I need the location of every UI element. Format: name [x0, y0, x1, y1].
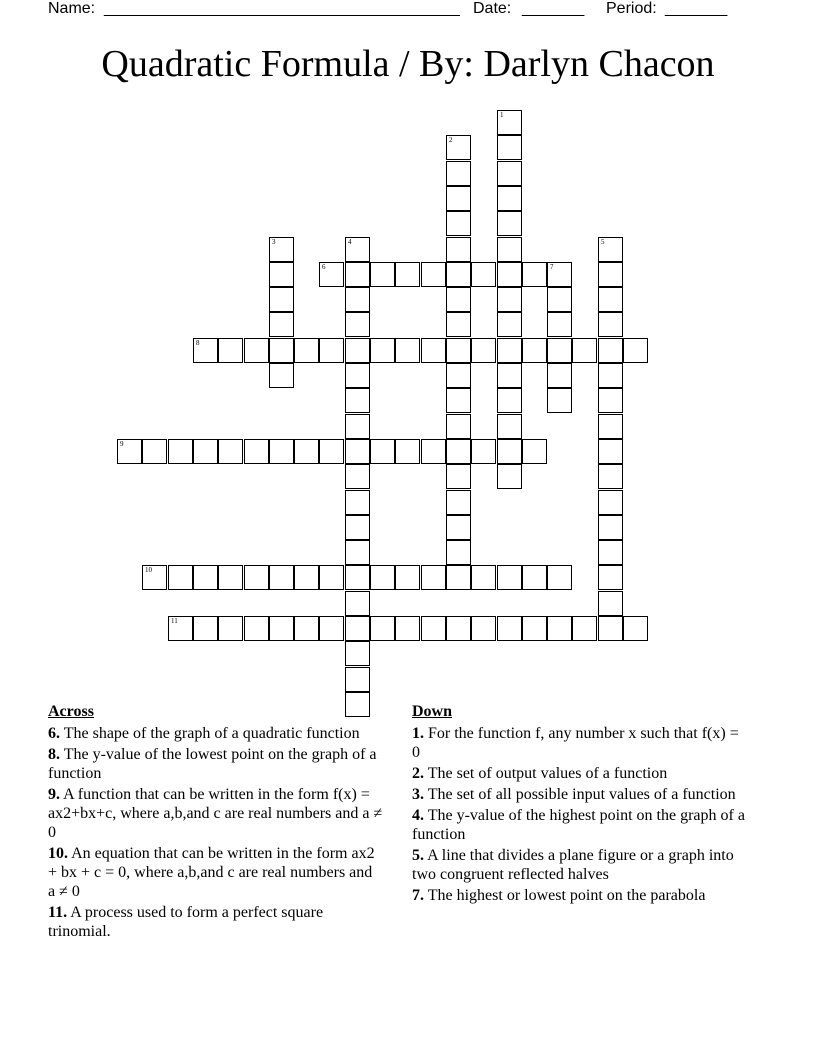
clue-number: 8. — [48, 746, 60, 763]
grid-cell[interactable] — [598, 616, 623, 641]
grid-cell[interactable] — [547, 287, 572, 312]
clue-across-6 — [48, 724, 383, 743]
grid-cell[interactable] — [446, 211, 471, 236]
clue-number-label: 7 — [550, 263, 554, 271]
grid-cell[interactable] — [345, 439, 370, 464]
clue-down-3 — [412, 785, 747, 804]
clue-number-label: 4 — [348, 238, 352, 246]
clue-across-9 — [48, 785, 383, 842]
grid-cell[interactable] — [269, 262, 294, 287]
grid-cell[interactable] — [244, 616, 269, 641]
page-title: Quadratic Formula / By: Darlyn Chacon — [101, 43, 715, 85]
name-field[interactable]: ________________________________________ — [104, 0, 460, 17]
grid-cell[interactable] — [395, 338, 420, 363]
grid-cell[interactable] — [345, 616, 370, 641]
grid-cell[interactable] — [142, 439, 167, 464]
grid-cell[interactable] — [446, 388, 471, 413]
grid-cell[interactable] — [547, 616, 572, 641]
grid-cell[interactable] — [395, 439, 420, 464]
grid-cell[interactable] — [598, 464, 623, 489]
clue-number-label: 11 — [171, 617, 178, 625]
grid-cell[interactable] — [319, 616, 344, 641]
grid-cell[interactable] — [497, 262, 522, 287]
grid-cell[interactable] — [497, 211, 522, 236]
grid-cell[interactable] — [117, 439, 142, 464]
clue-number-label: 3 — [272, 238, 276, 246]
clue-text: The highest or lowest point on the parabola — [427, 887, 706, 904]
clue-number: 5. — [412, 847, 424, 864]
name-label: Name: — [48, 0, 96, 17]
grid-cell[interactable] — [294, 616, 319, 641]
grid-cell[interactable] — [598, 388, 623, 413]
grid-cell[interactable] — [395, 262, 420, 287]
grid-cell[interactable] — [446, 414, 471, 439]
down-heading: Down — [412, 703, 453, 720]
grid-cell[interactable] — [446, 338, 471, 363]
grid-cell[interactable] — [269, 363, 294, 388]
grid-cell[interactable] — [244, 439, 269, 464]
clue-across-11 — [48, 903, 383, 941]
clue-text: The y-value of the lowest point on the graph of a function — [48, 746, 377, 782]
grid-cell[interactable] — [370, 565, 395, 590]
grid-cell[interactable] — [370, 338, 395, 363]
clue-number: 9. — [48, 786, 60, 803]
grid-cell[interactable] — [471, 616, 496, 641]
grid-cell[interactable] — [522, 616, 547, 641]
grid-cell[interactable] — [269, 338, 294, 363]
grid-cell[interactable] — [547, 565, 572, 590]
grid-cell[interactable] — [446, 439, 471, 464]
grid-cell[interactable] — [244, 338, 269, 363]
clue-number: 1. — [412, 725, 424, 742]
grid-cell[interactable] — [497, 110, 522, 135]
grid-cell[interactable] — [598, 591, 623, 616]
grid-cell[interactable] — [497, 439, 522, 464]
grid-cell[interactable] — [547, 363, 572, 388]
grid-cell[interactable] — [345, 363, 370, 388]
grid-cell[interactable] — [218, 616, 243, 641]
clue-text: An equation that can be written in the form ax2 + bx + c = 0, where a,b,and c are real numbers and a ≠ 0 — [48, 845, 375, 900]
grid-cell[interactable] — [345, 515, 370, 540]
clue-number: 6. — [48, 725, 60, 742]
grid-cell[interactable] — [623, 338, 648, 363]
clue-number: 4. — [412, 807, 424, 824]
clue-text: A line that divides a plane figure or a graph into two congruent reflected halves — [412, 847, 734, 883]
clue-down-2 — [412, 764, 747, 783]
grid-cell[interactable] — [370, 616, 395, 641]
clue-number: 11. — [48, 904, 68, 921]
clue-across-10 — [48, 844, 383, 901]
grid-cell[interactable] — [218, 439, 243, 464]
grid-cell[interactable] — [345, 565, 370, 590]
grid-cell[interactable] — [497, 287, 522, 312]
clue-number-label: 9 — [120, 440, 124, 448]
grid-cell[interactable] — [497, 312, 522, 337]
grid-cell[interactable] — [345, 312, 370, 337]
down-clues — [412, 702, 747, 907]
grid-cell[interactable] — [497, 237, 522, 262]
grid-cell[interactable] — [345, 641, 370, 666]
grid-cell[interactable] — [345, 667, 370, 692]
clue-number: 3. — [412, 786, 424, 803]
grid-cell[interactable] — [446, 135, 471, 160]
grid-cell[interactable] — [446, 565, 471, 590]
grid-cell[interactable] — [446, 312, 471, 337]
date-field[interactable]: _______ — [522, 0, 585, 17]
clue-text: A function that can be written in the form f(x) = ax2+bx+c, where a,b,and c are real numbers and a ≠ 0 — [48, 786, 383, 841]
clue-text: The set of all possible input values of a function — [427, 786, 736, 803]
grid-cell[interactable] — [319, 439, 344, 464]
grid-cell[interactable] — [547, 312, 572, 337]
across-clues — [48, 702, 383, 943]
grid-cell[interactable] — [446, 490, 471, 515]
period-field[interactable]: _______ — [665, 0, 728, 17]
grid-cell[interactable] — [345, 490, 370, 515]
clue-down-1 — [412, 724, 747, 762]
clue-text: The shape of the graph of a quadratic function — [63, 725, 360, 742]
clue-number: 10. — [48, 845, 68, 862]
clue-number-label: 2 — [449, 136, 453, 144]
clue-number: 2. — [412, 765, 424, 782]
grid-cell[interactable] — [598, 363, 623, 388]
grid-cell[interactable] — [598, 439, 623, 464]
clue-text: A process used to form a perfect square trinomial. — [48, 904, 324, 940]
clue-number-label: 1 — [500, 111, 504, 119]
clue-number-label: 6 — [322, 263, 326, 271]
grid-cell[interactable] — [345, 591, 370, 616]
grid-cell[interactable] — [497, 338, 522, 363]
grid-cell[interactable] — [522, 565, 547, 590]
grid-cell[interactable] — [168, 439, 193, 464]
clue-number-label: 5 — [601, 238, 605, 246]
grid-cell[interactable] — [446, 363, 471, 388]
clue-text: The y-value of the highest point on the graph of a function — [412, 807, 745, 843]
grid-cell[interactable] — [598, 262, 623, 287]
grid-cell[interactable] — [471, 338, 496, 363]
grid-cell[interactable] — [421, 616, 446, 641]
grid-cell[interactable] — [497, 363, 522, 388]
grid-cell[interactable] — [497, 414, 522, 439]
grid-cell[interactable] — [421, 565, 446, 590]
grid-cell[interactable] — [547, 388, 572, 413]
grid-cell[interactable] — [319, 338, 344, 363]
grid-cell[interactable] — [345, 388, 370, 413]
grid-cell[interactable] — [345, 338, 370, 363]
date-label: Date: — [473, 0, 512, 17]
grid-cell[interactable] — [471, 565, 496, 590]
grid-cell[interactable] — [370, 439, 395, 464]
grid-cell[interactable] — [547, 338, 572, 363]
grid-cell[interactable] — [572, 616, 597, 641]
clue-number: 7. — [412, 887, 424, 904]
grid-cell[interactable] — [598, 565, 623, 590]
grid-cell[interactable] — [522, 338, 547, 363]
grid-cell[interactable] — [446, 540, 471, 565]
grid-cell[interactable] — [395, 565, 420, 590]
grid-cell[interactable] — [598, 490, 623, 515]
grid-cell[interactable] — [294, 439, 319, 464]
grid-cell[interactable] — [421, 439, 446, 464]
grid-cell[interactable] — [547, 262, 572, 287]
grid-cell[interactable] — [497, 186, 522, 211]
grid-cell[interactable] — [269, 616, 294, 641]
grid-cell[interactable] — [168, 616, 193, 641]
clue-text: The set of output values of a function — [427, 765, 668, 782]
grid-cell[interactable] — [168, 565, 193, 590]
grid-cell[interactable] — [497, 135, 522, 160]
grid-cell[interactable] — [370, 262, 395, 287]
grid-cell[interactable] — [269, 312, 294, 337]
grid-cell[interactable] — [269, 439, 294, 464]
clue-number-label: 8 — [196, 339, 200, 347]
grid-cell[interactable] — [598, 237, 623, 262]
grid-cell[interactable] — [319, 565, 344, 590]
grid-cell[interactable] — [421, 338, 446, 363]
grid-cell[interactable] — [269, 237, 294, 262]
grid-cell[interactable] — [598, 540, 623, 565]
grid-cell[interactable] — [522, 439, 547, 464]
grid-cell[interactable] — [623, 616, 648, 641]
grid-cell[interactable] — [497, 616, 522, 641]
grid-cell[interactable] — [497, 388, 522, 413]
grid-cell[interactable] — [497, 565, 522, 590]
grid-cell[interactable] — [269, 565, 294, 590]
grid-cell[interactable] — [193, 439, 218, 464]
clue-across-8 — [48, 745, 383, 783]
grid-cell[interactable] — [345, 237, 370, 262]
grid-cell[interactable] — [269, 287, 294, 312]
clue-text: For the function f, any number x such that f(x) = 0 — [412, 725, 739, 761]
clue-down-4 — [412, 806, 747, 844]
grid-cell[interactable] — [598, 312, 623, 337]
grid-cell[interactable] — [345, 464, 370, 489]
grid-cell[interactable] — [421, 262, 446, 287]
clue-down-5 — [412, 846, 747, 884]
grid-cell[interactable] — [522, 262, 547, 287]
grid-cell[interactable] — [446, 161, 471, 186]
grid-cell[interactable] — [471, 439, 496, 464]
grid-cell[interactable] — [446, 287, 471, 312]
grid-cell[interactable] — [319, 262, 344, 287]
grid-cell[interactable] — [446, 237, 471, 262]
grid-cell[interactable] — [598, 287, 623, 312]
grid-cell[interactable] — [497, 464, 522, 489]
grid-cell[interactable] — [446, 515, 471, 540]
grid-cell[interactable] — [497, 161, 522, 186]
grid-cell[interactable] — [218, 565, 243, 590]
across-heading: Across — [48, 703, 94, 720]
grid-cell[interactable] — [294, 565, 319, 590]
grid-cell[interactable] — [193, 338, 218, 363]
grid-cell[interactable] — [142, 565, 167, 590]
grid-cell[interactable] — [345, 262, 370, 287]
grid-cell[interactable] — [244, 565, 269, 590]
grid-cell[interactable] — [395, 616, 420, 641]
grid-cell[interactable] — [345, 287, 370, 312]
grid-cell[interactable] — [598, 515, 623, 540]
grid-cell[interactable] — [345, 414, 370, 439]
grid-cell[interactable] — [572, 338, 597, 363]
clue-down-7 — [412, 886, 747, 905]
grid-cell[interactable] — [471, 262, 496, 287]
grid-cell[interactable] — [598, 338, 623, 363]
grid-cell[interactable] — [345, 540, 370, 565]
grid-cell[interactable] — [218, 338, 243, 363]
grid-cell[interactable] — [598, 414, 623, 439]
grid-cell[interactable] — [446, 616, 471, 641]
grid-cell[interactable] — [294, 338, 319, 363]
grid-cell[interactable] — [446, 464, 471, 489]
clue-number-label: 10 — [145, 566, 152, 574]
grid-cell[interactable] — [193, 565, 218, 590]
period-label: Period: — [606, 0, 657, 17]
grid-cell[interactable] — [193, 616, 218, 641]
grid-cell[interactable] — [446, 262, 471, 287]
grid-cell[interactable] — [446, 186, 471, 211]
